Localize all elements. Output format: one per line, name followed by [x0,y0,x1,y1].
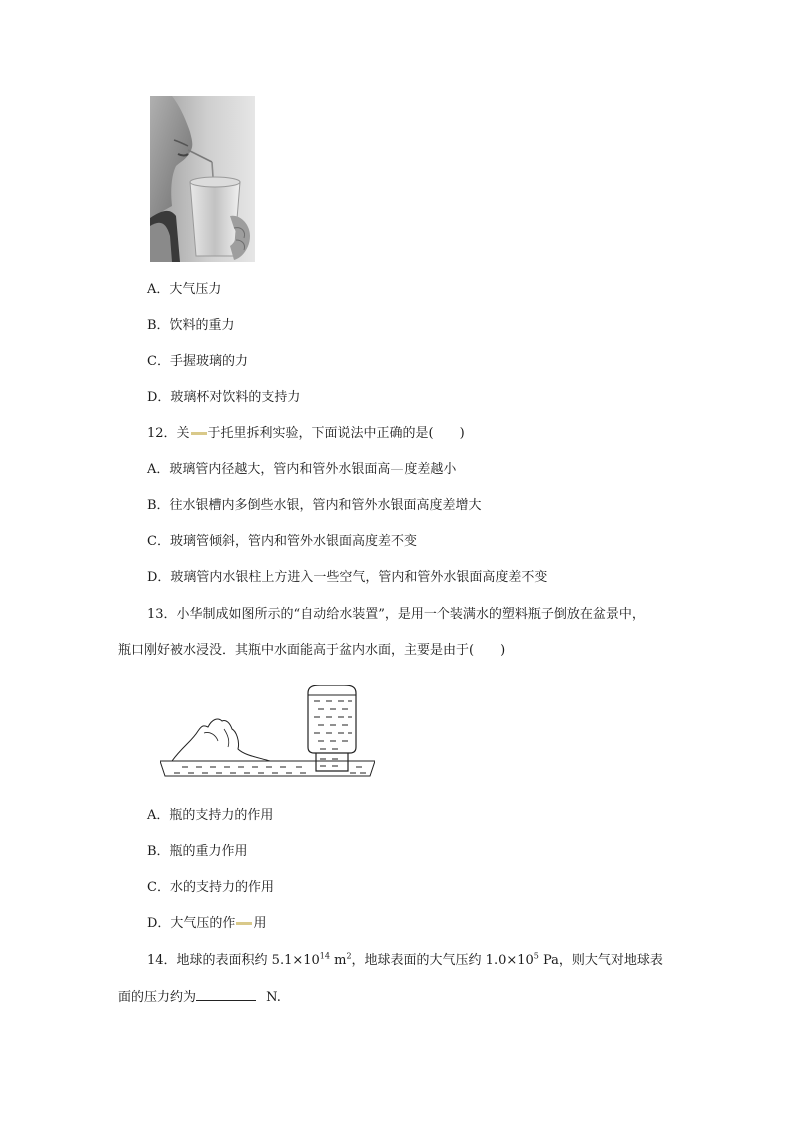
q12-option-d: D．玻璃管内水银柱上方进入一些空气，管内和管外水银面高度差不变 [147,570,548,585]
q11-option-b: B．饮料的重力 [147,318,235,333]
q13-option-a: A．瓶的支持力的作用 [147,808,274,823]
q14-text-c: ，地球表面的大气压约 1.0×10 [351,953,534,968]
q11-option-a: A．大气压力 [147,282,222,297]
q14-text-d: Pa，则大气对地球表 [538,953,663,968]
answer-blank[interactable] [196,988,256,1001]
q12-option-a [147,461,456,479]
q13-option-d [147,915,266,933]
q11-option-d: D．玻璃杯对饮料的支持力 [147,390,301,405]
q14-text-f: N. [262,990,281,1005]
q12-stem-text-b: 于托里拆利实验，下面说法中正确的是( ) [207,426,465,441]
q12-option-a-text-a: A．玻璃管内径越大，管内和管外水银面高 [147,462,391,477]
q12-option-a-text-b: 度差越小 [404,462,457,477]
q14-text-e: 面的压力约为 [118,990,197,1005]
highlight-mark [236,922,252,925]
q14-exp-3: 5 [533,951,539,961]
q12-option-c: C．玻璃管倾斜，管内和管外水银面高度差不变 [147,534,417,549]
q13-option-d-text-b: 用 [253,916,267,931]
q13-stem-line-2: 瓶口刚好被水浸没．其瓶中水面能高于盆内水面，主要是由于( ) [118,643,506,658]
q14-text-b: m [329,953,347,968]
q14-text-a: 14．地球的表面积约 5.1×10 [147,953,320,968]
q14-exp-2: 2 [346,951,352,961]
highlight-mark [191,432,207,435]
q13-option-d-text-a: D．大气压的作 [147,916,236,931]
q14-stem-line-2 [118,988,281,1007]
q11-option-c: C．手握玻璃的力 [147,354,248,369]
q12-stem-text-a: 12．关 [147,426,190,441]
auto-water-feeder-diagram [160,685,375,777]
q14-stem-line-1 [147,952,663,970]
q13-option-b: B．瓶的重力作用 [147,844,248,859]
q12-option-b: B．往水银槽内多倒些水银，管内和管外水银面高度差增大 [147,498,482,513]
q14-exp-1: 14 [319,951,330,961]
q12-stem [147,425,465,443]
underline-mark [391,469,403,470]
woman-drinking-straw-photo [150,96,255,262]
q13-stem-line-1: 13．小华制成如图所示的“自动给水装置”，是用一个装满水的塑料瓶子倒放在盆景中， [147,607,645,622]
q13-option-c: C．水的支持力的作用 [147,880,274,895]
